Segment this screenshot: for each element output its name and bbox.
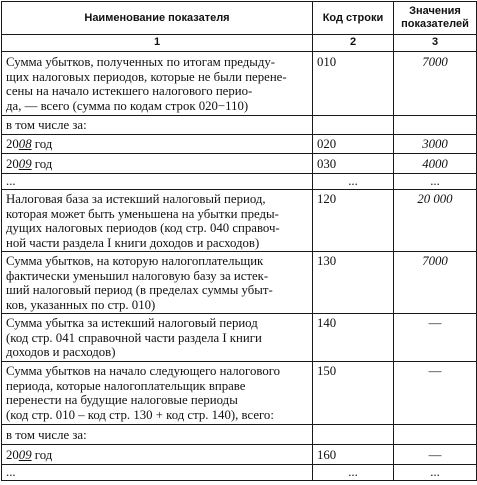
in-that-number-row-1 [2,116,477,135]
table-row-160 [2,445,477,465]
row-160-code: 160 [313,445,394,465]
row-030-name: 2009 год [2,154,313,174]
header-line-code: Код строки [313,2,394,35]
table-row-030 [2,154,477,174]
ellipsis-2-name: ... [2,465,313,481]
row-150-code: 150 [313,362,394,425]
column-number-2: 2 [313,35,394,52]
column-number-row [2,35,477,52]
in-that-number-row-2 [2,425,477,445]
loss-carryforward-table [1,1,477,481]
ellipsis-2-value: ... [394,465,477,481]
table-row-020 [2,135,477,154]
row-160-name: 2009 год [2,445,313,465]
row-120-name: Налоговая база за истекший налоговый период, которая может быть уменьшена на убытки преды- дущих налоговых периодов (код стр. 040 справоч- ной части раздела I книги доходов и расходов) [2,190,313,252]
column-number-3: 3 [394,35,477,52]
ellipsis-row-1 [2,174,477,190]
table-row-140 [2,314,477,362]
row-140-value: — [394,314,477,362]
ellipsis-1-value: ... [394,174,477,190]
table-row-010 [2,52,477,116]
header-values [394,2,477,35]
ellipsis-2-code: ... [313,465,394,481]
row-130-code: 130 [313,252,394,314]
row-020-year: 08 [18,137,32,151]
row-140-code: 140 [313,314,394,362]
row-020-name: 2008 год [2,135,313,154]
row-030-year: 09 [18,157,32,171]
ellipsis-1-name: ... [2,174,313,190]
table-row-120 [2,190,477,252]
header-values-line2: показателей [401,18,469,30]
header-values-line1: Значения [409,5,461,17]
row-130-name: Сумма убытков, на которую налогоплательщик фактически уменьшил налоговую базу за истек- ший налоговый период (в пределах суммы убыт- ков, указанных по стр. 010) [2,252,313,314]
row-120-value: 20 000 [394,190,477,252]
table-row-150 [2,362,477,425]
header-row [2,2,477,35]
row-120-code: 120 [313,190,394,252]
ellipsis-row-2 [2,465,477,481]
header-indicator-name: Наименование показателя [2,2,313,35]
row-030-code: 030 [313,154,394,174]
row-010-code: 010 [313,52,394,116]
row-150-name: Сумма убытков на начало следующего налогового периода, которые налогоплательщик вправе перенести на будущие налоговые периоды (код стр. 010 – код стр. 130 + код стр. 140), всего: [2,362,313,425]
row-010-value: 7000 [394,52,477,116]
row-010-name: Сумма убытков, полученных по итогам предыду- щих налоговых периодов, которые не были перене- сены на начало истекшего налогового перио- да, — всего (сумма по кодам строк 020−110) [2,52,313,116]
row-160-year: 09 [18,448,32,462]
row-160-value: — [394,445,477,465]
row-130-value: 7000 [394,252,477,314]
in-that-number-label-2: в том числе за: [2,425,313,445]
row-030-value: 4000 [394,154,477,174]
ellipsis-1-code: ... [313,174,394,190]
row-140-name: Сумма убытка за истекший налоговый период (код стр. 041 справочной части раздела I книги доходов и расходов) [2,314,313,362]
row-020-code: 020 [313,135,394,154]
table-row-130 [2,252,477,314]
row-150-value: — [394,362,477,425]
row-020-value: 3000 [394,135,477,154]
in-that-number-label-1: в том числе за: [2,116,313,135]
column-number-1: 1 [2,35,313,52]
